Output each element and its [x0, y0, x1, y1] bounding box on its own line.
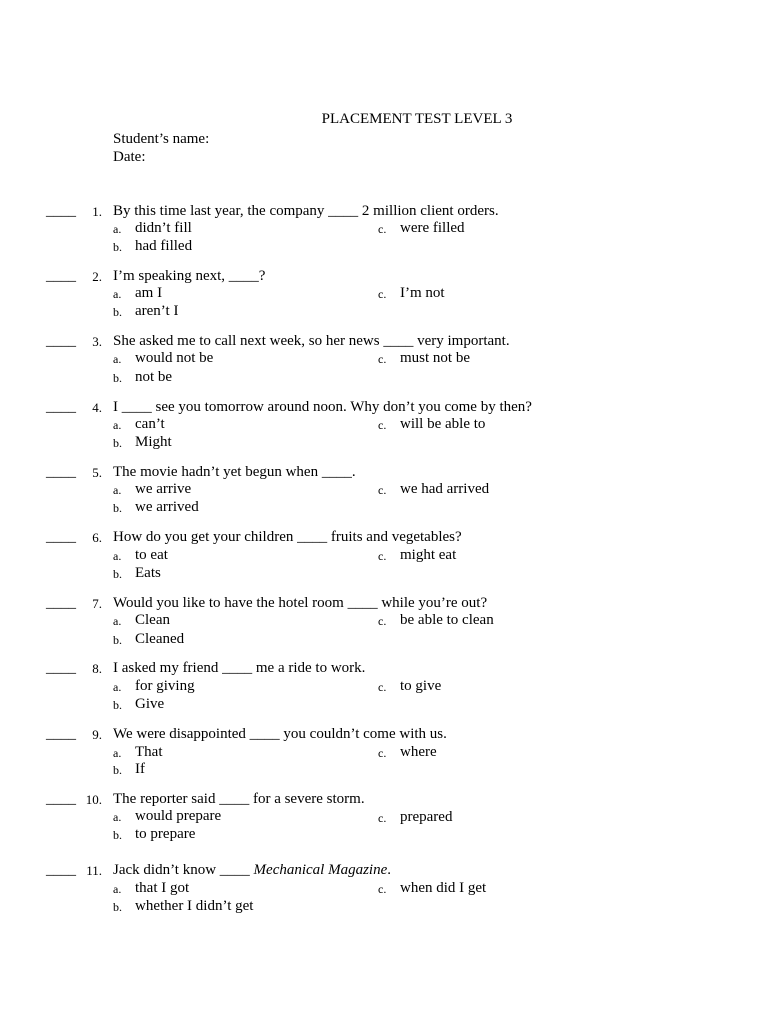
question-number: 8.	[92, 661, 102, 676]
option-text: would not be	[135, 350, 214, 366]
question-number: 1.	[92, 204, 102, 219]
option-letter: b.	[113, 305, 122, 319]
option-text: Might	[135, 434, 172, 450]
answer-blank[interactable]: ____	[46, 203, 76, 219]
option-text: Cleaned	[135, 631, 185, 647]
answer-blank[interactable]: ____	[46, 333, 76, 349]
question-stem: I’m speaking next, ____?	[113, 268, 266, 284]
option-text: that I got	[135, 880, 190, 896]
option-letter: c.	[378, 222, 387, 236]
option-letter: a.	[113, 680, 122, 694]
option-text: we had arrived	[400, 481, 490, 497]
option-text: not be	[135, 369, 173, 385]
option-letter: c.	[378, 549, 387, 563]
option-letter: a.	[113, 222, 122, 236]
option-text: Clean	[135, 612, 170, 628]
answer-blank[interactable]: ____	[46, 529, 76, 545]
question-6	[0, 529, 768, 589]
question-3	[0, 333, 768, 393]
option-letter: a.	[113, 483, 122, 497]
answer-blank[interactable]: ____	[46, 268, 76, 284]
option-text: might eat	[400, 547, 457, 563]
question-number: 9.	[92, 727, 102, 742]
question-stem: How do you get your children ____ fruits and vegetables?	[113, 529, 462, 545]
option-text: whether I didn’t get	[135, 898, 254, 914]
question-10	[0, 791, 768, 851]
question-4	[0, 399, 768, 459]
question-stem: Would you like to have the hotel room ____ while you’re out?	[113, 595, 488, 611]
question-number: 2.	[92, 269, 102, 284]
option-letter: c.	[378, 483, 387, 497]
option-letter: b.	[113, 698, 122, 712]
option-letter: b.	[113, 371, 122, 385]
answer-blank[interactable]: ____	[46, 726, 76, 742]
question-stem: I asked my friend ____ me a ride to work.	[113, 660, 366, 676]
answer-blank[interactable]: ____	[46, 791, 76, 807]
student-name-label: Student’s name:	[113, 131, 210, 147]
question-9	[0, 726, 768, 786]
question-7	[0, 595, 768, 655]
option-text: we arrive	[135, 481, 192, 497]
question-number: 3.	[92, 334, 102, 349]
option-text: to give	[400, 678, 442, 694]
option-text: Give	[135, 696, 165, 712]
date-label: Date:	[113, 149, 146, 165]
option-letter: c.	[378, 680, 387, 694]
option-text: we arrived	[135, 499, 199, 515]
question-stem: I ____ see you tomorrow around noon. Why don’t you come by then?	[113, 399, 532, 415]
option-text: didn’t fill	[135, 220, 192, 236]
question-stem: The movie hadn’t yet begun when ____.	[113, 464, 356, 480]
answer-blank[interactable]: ____	[46, 660, 76, 676]
option-text: to eat	[135, 547, 168, 563]
question-2	[0, 268, 768, 328]
option-text: when did I get	[400, 880, 487, 896]
option-letter: a.	[113, 746, 122, 760]
option-letter: a.	[113, 810, 122, 824]
option-letter: b.	[113, 240, 122, 254]
option-text: Eats	[135, 565, 161, 581]
option-text: where	[400, 744, 437, 760]
question-11	[0, 862, 768, 922]
option-text: aren’t I	[135, 303, 179, 319]
option-text: must not be	[400, 350, 470, 366]
option-text: will be able to	[400, 416, 486, 432]
question-stem: We were disappointed ____ you couldn’t come with us.	[113, 726, 447, 742]
option-letter: a.	[113, 287, 122, 301]
option-letter: c.	[378, 418, 387, 432]
question-stem	[113, 862, 391, 879]
option-letter: c.	[378, 811, 387, 825]
answer-blank[interactable]: ____	[46, 862, 76, 878]
option-text: prepared	[400, 809, 453, 825]
option-text: to prepare	[135, 826, 196, 842]
option-letter: a.	[113, 352, 122, 366]
option-letter: b.	[113, 900, 122, 914]
option-text: were filled	[400, 220, 465, 236]
page-title: PLACEMENT TEST LEVEL 3	[321, 111, 513, 127]
question-stem: By this time last year, the company ____ 2 million client orders.	[113, 203, 499, 219]
question-number: 4.	[92, 400, 102, 415]
option-letter: c.	[378, 882, 387, 896]
option-letter: c.	[378, 287, 387, 301]
option-letter: a.	[113, 614, 122, 628]
option-letter: b.	[113, 828, 122, 842]
option-text: If	[135, 761, 145, 777]
question-8	[0, 660, 768, 720]
option-letter: b.	[113, 436, 122, 450]
option-text: am I	[135, 285, 163, 301]
option-text: would prepare	[135, 808, 222, 824]
question-number: 5.	[92, 465, 102, 480]
question-5	[0, 464, 768, 524]
option-letter: c.	[378, 746, 387, 760]
option-letter: b.	[113, 633, 122, 647]
option-text: be able to clean	[400, 612, 494, 628]
option-letter: b.	[113, 501, 122, 515]
question-1	[0, 203, 768, 263]
stem-text: Jack didn’t know ____	[113, 862, 254, 878]
option-letter: a.	[113, 882, 122, 896]
option-text: can’t	[135, 416, 165, 432]
option-letter: b.	[113, 763, 122, 777]
question-number: 6.	[92, 530, 102, 545]
question-stem: The reporter said ____ for a severe storm.	[113, 791, 365, 807]
option-letter: c.	[378, 614, 387, 628]
stem-text-end: .	[387, 862, 392, 878]
option-letter: b.	[113, 567, 122, 581]
question-number: 11.	[86, 863, 102, 878]
option-letter: c.	[378, 352, 387, 366]
option-text: for giving	[135, 678, 195, 694]
question-number: 7.	[92, 596, 102, 611]
option-letter: a.	[113, 418, 122, 432]
option-text: had filled	[135, 238, 193, 254]
answer-blank[interactable]: ____	[46, 464, 76, 480]
option-letter: a.	[113, 549, 122, 563]
stem-italic-title: Mechanical Magazine	[253, 862, 388, 878]
question-stem: She asked me to call next week, so her news ____ very important.	[113, 333, 510, 349]
option-text: I’m not	[400, 285, 445, 301]
answer-blank[interactable]: ____	[46, 399, 76, 415]
question-number: 10.	[85, 792, 102, 807]
option-text: That	[135, 744, 163, 760]
answer-blank[interactable]: ____	[46, 595, 76, 611]
